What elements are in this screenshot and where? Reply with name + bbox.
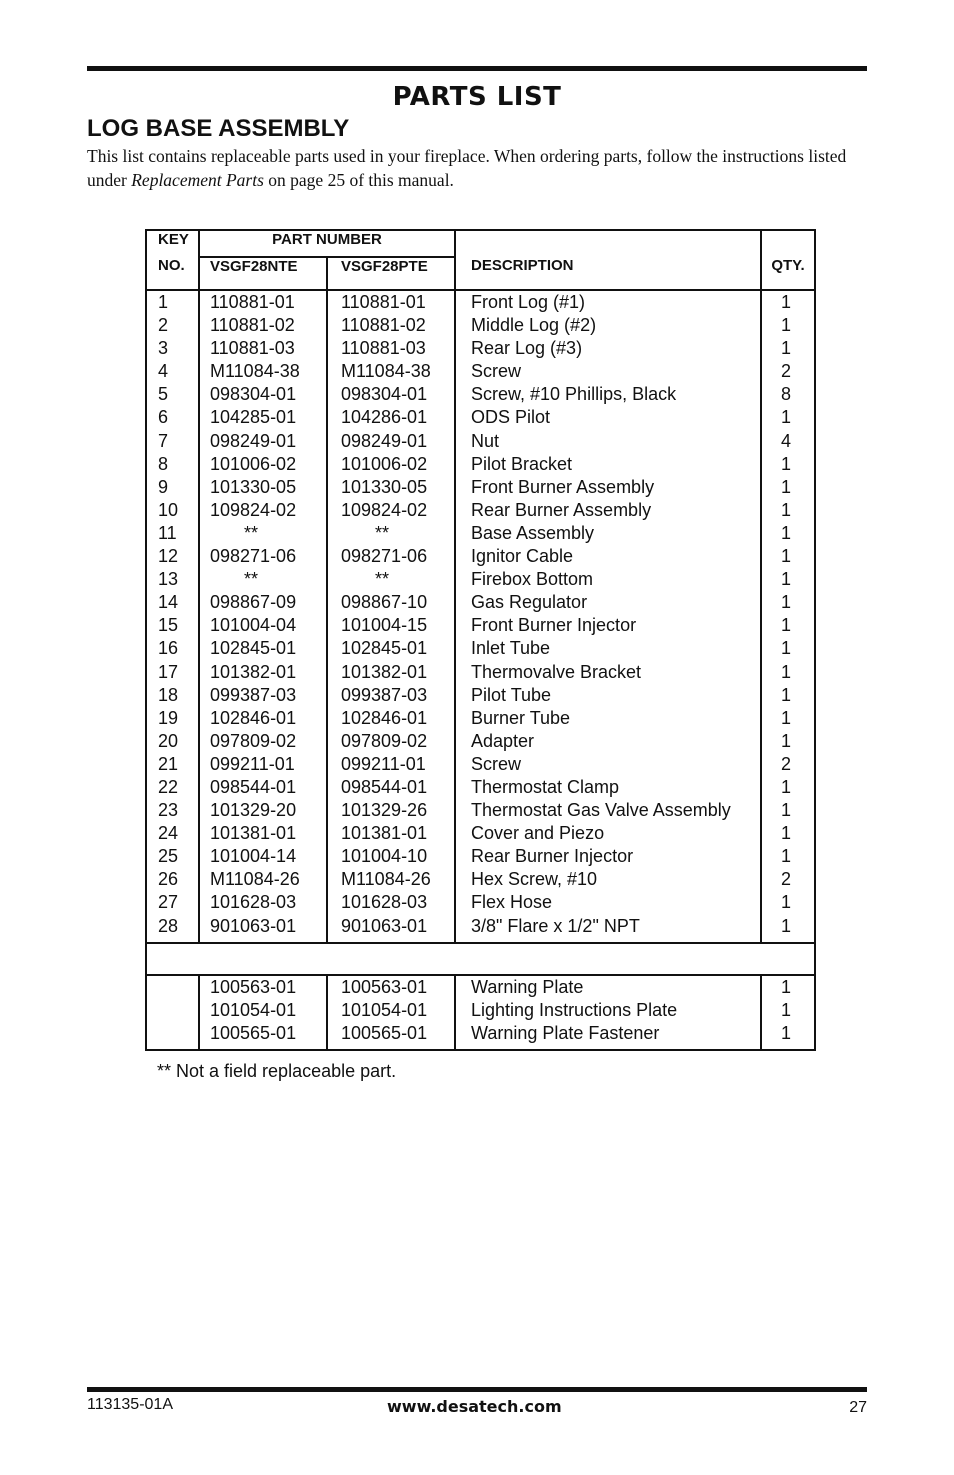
description-cell: Screw, #10 Phillips, Black	[471, 384, 677, 405]
part-number-pte-cell: 109824-02	[341, 499, 428, 520]
part-number-pte-cell: 101329-26	[341, 800, 428, 821]
part-number-pte-cell: 901063-01	[341, 915, 428, 936]
part-number-nte-cell: **	[244, 569, 259, 590]
part-number-nte-cell: 101329-20	[210, 800, 297, 821]
description-cell: 3/8" Flare x 1/2" NPT	[471, 915, 640, 936]
page-number: 27	[849, 1399, 867, 1416]
part-number-nte-cell: M11084-38	[210, 361, 300, 382]
description-cell: ODS Pilot	[471, 407, 551, 428]
part-number-pte-cell: 098544-01	[341, 776, 428, 797]
part-number-nte-cell: 098544-01	[210, 776, 297, 797]
qty-cell: 1	[780, 823, 791, 844]
bottom-rule	[87, 1387, 867, 1392]
part-number-nte-cell: 110881-03	[210, 338, 295, 359]
key-no-cell: 10	[158, 499, 179, 520]
separator-row	[146, 943, 815, 975]
extra-description-cell: Warning Plate Fastener	[471, 1022, 660, 1043]
key-no-cell: 18	[158, 684, 179, 705]
part-number-nte-cell: 098304-01	[210, 384, 297, 405]
extra-parts-body	[146, 975, 815, 1050]
section-title: LOG BASE ASSEMBLY	[87, 115, 350, 142]
key-no-cell: 26	[158, 869, 179, 890]
description-cell: Front Log (#1)	[471, 292, 586, 312]
part-number-pte-cell: 102846-01	[341, 707, 428, 728]
qty-cell: 2	[780, 753, 791, 774]
header-description: DESCRIPTION	[455, 257, 761, 290]
qty-cell: 1	[780, 592, 791, 613]
extra-part-number-nte-cell: 101054-01	[210, 999, 297, 1020]
description-cell: Burner Tube	[471, 707, 571, 728]
part-number-pte-cell: 098271-06	[341, 546, 428, 567]
key-no-cell: 9	[158, 476, 169, 497]
part-number-pte-cell: 110881-01	[341, 292, 426, 312]
qty-cell: 1	[780, 638, 791, 659]
part-number-nte-cell: 101004-14	[210, 846, 297, 867]
key-no-cell: 16	[158, 638, 179, 659]
part-number-pte-cell: 101330-05	[341, 476, 428, 497]
key-column	[146, 290, 199, 943]
qty-cell: 1	[780, 776, 791, 797]
extra-qty-column	[761, 975, 815, 1050]
part-number-pte-cell: 104286-01	[341, 407, 428, 428]
part-number-nte-cell: 101382-01	[210, 661, 297, 682]
part-number-pte-cell: M11084-26	[341, 869, 431, 890]
qty-column	[761, 290, 815, 943]
key-no-cell: 27	[158, 892, 179, 913]
key-no-cell: 4	[158, 361, 169, 382]
qty-cell: 1	[780, 569, 791, 590]
part-number-pte-cell: 101006-02	[341, 453, 428, 474]
qty-cell: 1	[780, 499, 791, 520]
description-column	[455, 290, 761, 943]
part-number-nte-cell: 098867-09	[210, 592, 297, 613]
extra-part-number-nte-cell: 100563-01	[210, 976, 297, 997]
intro-text-end: on page 25 of this manual.	[263, 170, 454, 190]
qty-cell: 8	[780, 384, 791, 405]
key-no-cell: 17	[158, 661, 179, 682]
description-cell: Gas Regulator	[471, 592, 588, 613]
part-number-pte-cell: 098867-10	[341, 592, 428, 613]
part-number-pte-cell: 097809-02	[341, 730, 428, 751]
key-no-cell: 25	[158, 846, 179, 867]
qty-cell: 1	[780, 338, 791, 359]
header-key: KEY	[146, 230, 199, 257]
key-no-cell: 21	[158, 753, 179, 774]
extra-part-number-pte-cell: 101054-01	[341, 999, 428, 1020]
description-cell: Thermostat Clamp	[471, 776, 620, 797]
qty-cell: 2	[780, 869, 791, 890]
part-number-nte-cell: 098249-01	[210, 430, 297, 451]
separator-cell	[146, 943, 815, 975]
qty-cell: 1	[780, 522, 791, 543]
page-title: PARTS LIST	[392, 82, 562, 112]
part-number-nte-cell: 101381-01	[210, 823, 297, 844]
description-cell: Thermovalve Bracket	[471, 661, 642, 682]
description-cell: Middle Log (#2)	[471, 315, 597, 336]
part-number-pte-cell: 101004-15	[341, 615, 428, 636]
part-number-nte-cell: 099211-01	[210, 753, 295, 774]
footnote: ** Not a field replaceable part.	[157, 1061, 397, 1081]
part-number-nte-cell: 101006-02	[210, 453, 297, 474]
description-cell: Firebox Bottom	[471, 569, 594, 590]
description-cell: Pilot Tube	[471, 684, 552, 705]
extra-description-cell: Lighting Instructions Plate	[471, 999, 678, 1020]
description-cell: Rear Burner Assembly	[471, 499, 652, 520]
header-row-2	[146, 257, 815, 290]
key-no-cell: 13	[158, 569, 179, 590]
part-number-pte-cell: 099387-03	[341, 684, 428, 705]
extra-part-number-pte-cell: 100565-01	[341, 1022, 428, 1043]
part-number-nte-cell: 098271-06	[210, 546, 297, 567]
qty-cell: 1	[780, 684, 791, 705]
header-part-number: PART NUMBER	[199, 230, 455, 257]
description-cell: Inlet Tube	[471, 638, 551, 659]
part-number-pte-cell: 110881-03	[341, 338, 426, 359]
description-cell: Front Burner Injector	[471, 615, 637, 636]
qty-cell: 1	[780, 476, 791, 497]
qty-cell: 1	[780, 915, 791, 936]
part-number-pte-cell: 101381-01	[341, 823, 428, 844]
key-no-cell: 5	[158, 384, 169, 405]
part-number-nte-cell: M11084-26	[210, 869, 300, 890]
part-number-pte-cell: 101628-03	[341, 892, 428, 913]
intro-paragraph	[87, 144, 877, 192]
part-number-pte-cell: **	[375, 522, 390, 543]
header-model-b: VSGF28PTE	[327, 257, 455, 290]
parts-body	[146, 290, 815, 943]
intro-italic-link: Replacement Parts	[131, 170, 264, 190]
key-no-cell: 1	[158, 292, 169, 312]
extra-part-number-nte-cell: 100565-01	[210, 1022, 297, 1043]
key-no-cell: 6	[158, 407, 169, 428]
part-number-nte-cell: 102846-01	[210, 707, 297, 728]
part-number-pte-cell: 101382-01	[341, 661, 428, 682]
description-cell: Hex Screw, #10	[471, 869, 598, 890]
part-number-nte-cell: 101004-04	[210, 615, 297, 636]
parts-table	[145, 229, 816, 1051]
part-number-pte-cell: 101004-10	[341, 846, 428, 867]
key-no-cell: 12	[158, 546, 179, 567]
key-no-cell: 3	[158, 338, 169, 359]
qty-cell: 4	[780, 430, 791, 451]
part-number-pte-cell: **	[375, 569, 390, 590]
key-no-cell: 15	[158, 615, 179, 636]
key-no-cell: 8	[158, 453, 169, 474]
pte-column	[327, 290, 455, 943]
qty-cell: 1	[780, 615, 791, 636]
top-rule	[87, 66, 867, 71]
description-cell: Thermostat Gas Valve Assembly	[471, 800, 731, 821]
description-cell: Base Assembly	[471, 522, 595, 543]
extra-description-column	[455, 975, 761, 1050]
part-number-nte-cell: 109824-02	[210, 499, 297, 520]
qty-cell: 1	[780, 315, 791, 336]
qty-cell: 1	[780, 892, 791, 913]
qty-cell: 1	[780, 730, 791, 751]
key-no-cell: 23	[158, 800, 179, 821]
key-no-cell: 11	[158, 522, 177, 543]
website-link[interactable]: www.desatech.com	[387, 1397, 562, 1416]
part-number-nte-cell: 102845-01	[210, 638, 297, 659]
part-number-pte-cell: 098249-01	[341, 430, 428, 451]
part-number-nte-cell: 901063-01	[210, 915, 297, 936]
part-number-nte-cell: 097809-02	[210, 730, 297, 751]
part-number-nte-cell: **	[244, 522, 259, 543]
extra-qty-cell: 1	[780, 1022, 791, 1043]
header-key-no: NO.	[146, 257, 199, 290]
key-no-cell: 2	[158, 315, 169, 336]
description-cell: Pilot Bracket	[471, 453, 573, 474]
extra-key-column	[146, 975, 199, 1050]
part-number-pte-cell: 099211-01	[341, 753, 426, 774]
extra-qty-cell: 1	[780, 976, 791, 997]
qty-cell: 1	[780, 661, 791, 682]
description-cell: Screw	[471, 361, 522, 382]
part-number-nte-cell: 099387-03	[210, 684, 297, 705]
key-no-cell: 7	[158, 430, 169, 451]
header-qty-blank	[761, 230, 815, 257]
qty-cell: 1	[780, 846, 791, 867]
qty-cell: 1	[780, 453, 791, 474]
part-number-pte-cell: M11084-38	[341, 361, 431, 382]
description-cell: Front Burner Assembly	[471, 476, 655, 497]
key-no-cell: 24	[158, 823, 179, 844]
qty-cell: 1	[780, 546, 791, 567]
intro-text-start: This list contains replaceable parts used in your fireplace. When ordering parts, follow the instructions listed under	[87, 146, 847, 190]
qty-cell: 2	[780, 361, 791, 382]
header-desc-blank	[455, 230, 761, 257]
description-cell: Screw	[471, 753, 522, 774]
key-no-cell: 14	[158, 592, 179, 613]
qty-cell: 1	[780, 707, 791, 728]
key-no-cell: 28	[158, 915, 179, 936]
part-number-nte-cell: 101628-03	[210, 892, 297, 913]
part-number-pte-cell: 110881-02	[341, 315, 426, 336]
description-cell: Rear Burner Injector	[471, 846, 634, 867]
part-number-pte-cell: 098304-01	[341, 384, 428, 405]
extra-description-cell: Warning Plate	[471, 976, 584, 997]
description-cell: Ignitor Cable	[471, 546, 574, 567]
part-number-nte-cell: 110881-02	[210, 315, 295, 336]
extra-qty-cell: 1	[780, 999, 791, 1020]
description-cell: Adapter	[471, 730, 535, 751]
extra-nte-column	[199, 975, 327, 1050]
header-qty: QTY.	[761, 257, 815, 290]
description-cell: Rear Log (#3)	[471, 338, 583, 359]
part-number-pte-cell: 102845-01	[341, 638, 428, 659]
description-cell: Nut	[471, 430, 500, 451]
document-number: 113135-01A	[87, 1396, 173, 1413]
description-cell: Flex Hose	[471, 892, 553, 913]
key-no-cell: 22	[158, 776, 179, 797]
qty-cell: 1	[780, 292, 791, 312]
nte-column	[199, 290, 327, 943]
header-model-a: VSGF28NTE	[199, 257, 327, 290]
header-row-1	[146, 230, 815, 257]
key-no-cell: 19	[158, 707, 179, 728]
part-number-nte-cell: 101330-05	[210, 476, 297, 497]
key-no-cell: 20	[158, 730, 179, 751]
part-number-nte-cell: 104285-01	[210, 407, 297, 428]
qty-cell: 1	[780, 800, 791, 821]
extra-pte-column	[327, 975, 455, 1050]
part-number-nte-cell: 110881-01	[210, 292, 295, 312]
extra-part-number-pte-cell: 100563-01	[341, 976, 428, 997]
qty-cell: 1	[780, 407, 791, 428]
description-cell: Cover and Piezo	[471, 823, 605, 844]
